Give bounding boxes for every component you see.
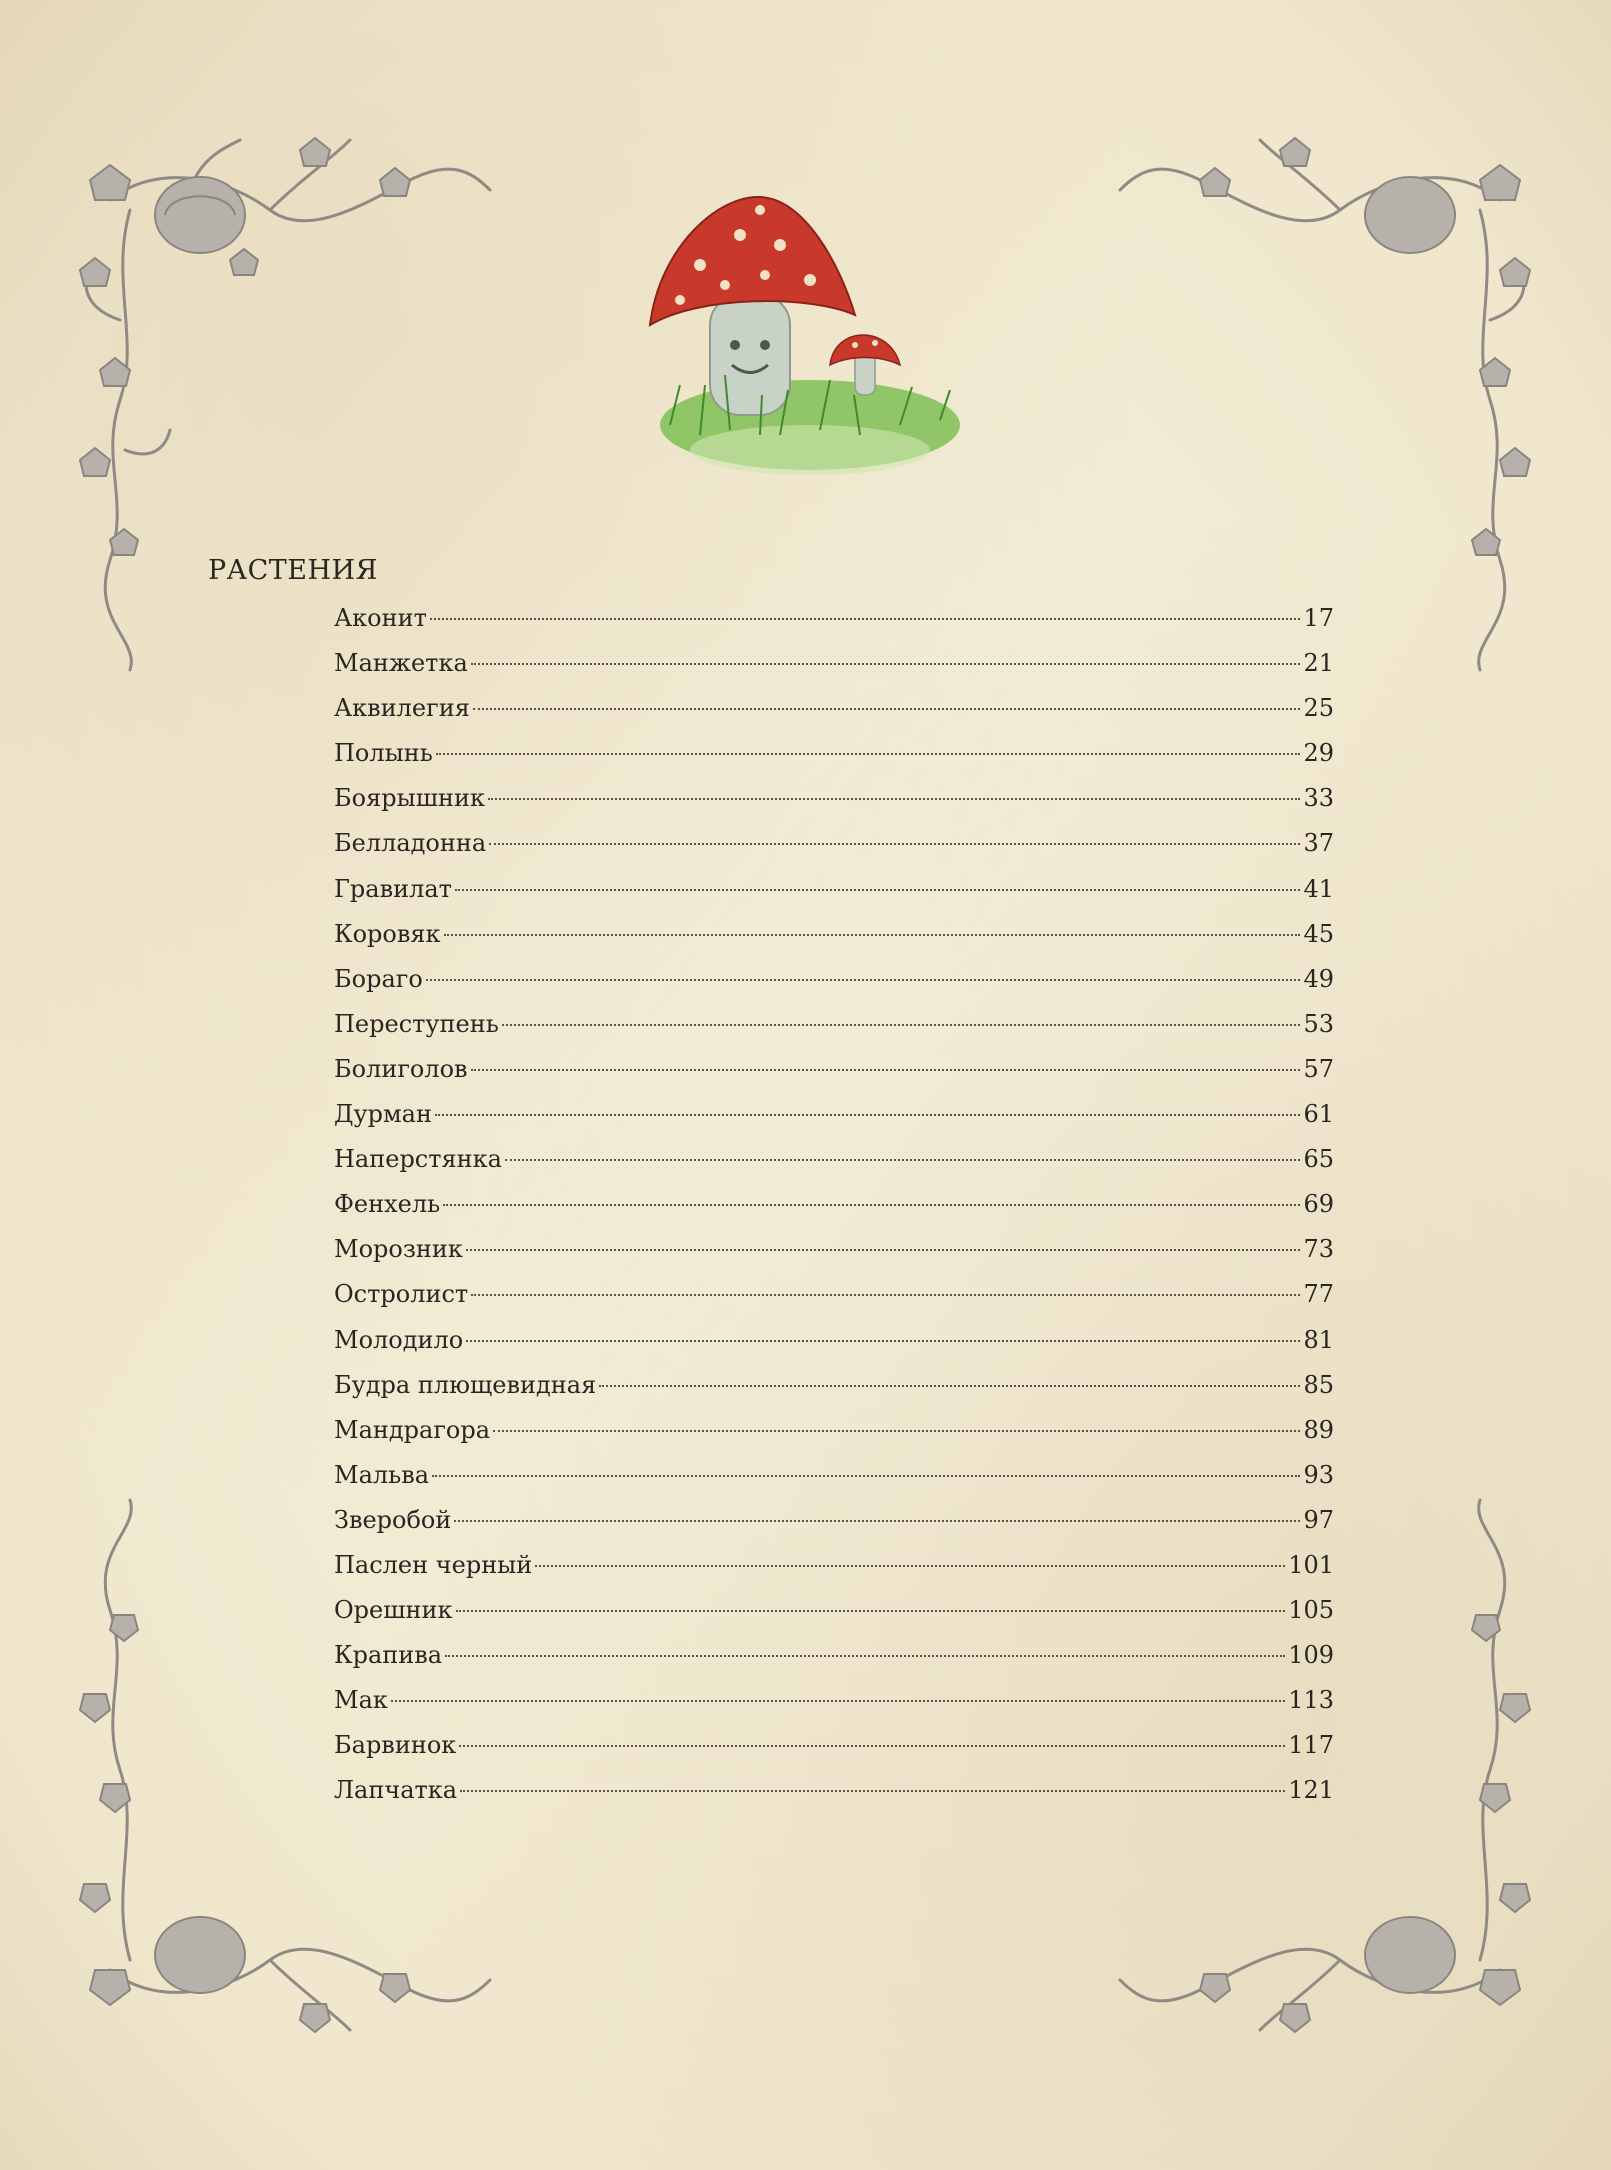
toc-entry[interactable]	[334, 1498, 1334, 1543]
toc-entry[interactable]	[334, 821, 1334, 866]
toc-page-number: 37	[1303, 829, 1334, 858]
toc-entry-title: Будра плющевидная	[334, 1370, 597, 1399]
toc-entry-title: Мандрагора	[334, 1415, 491, 1444]
toc-page-number: 89	[1303, 1415, 1334, 1444]
toc-dot-leader	[493, 1430, 1300, 1432]
toc-dot-leader	[391, 1700, 1285, 1702]
toc-entry-title: Болиголов	[334, 1054, 468, 1083]
toc-page-number: 93	[1303, 1460, 1334, 1489]
toc-dot-leader	[445, 1655, 1285, 1657]
toc-entry-title: Аконит	[334, 604, 427, 632]
toc-entry[interactable]	[334, 1588, 1334, 1633]
toc-entry[interactable]	[334, 912, 1334, 957]
toc-page-number: 105	[1288, 1596, 1334, 1625]
toc-entry[interactable]	[334, 867, 1334, 912]
toc-entry[interactable]	[334, 1678, 1334, 1723]
toc-page-number: 121	[1288, 1776, 1334, 1805]
toc-entry-title: Гравилат	[334, 874, 452, 903]
toc-page-number: 61	[1303, 1100, 1334, 1129]
toc-entry-title: Орешник	[334, 1596, 453, 1625]
toc-dot-leader	[488, 798, 1300, 800]
toc-entry-title: Мак	[334, 1686, 388, 1715]
toc-page-number: 41	[1303, 874, 1334, 903]
toc-page-number: 81	[1303, 1325, 1334, 1354]
toc-dot-leader	[444, 934, 1301, 936]
toc-entry-title: Мальва	[334, 1460, 430, 1489]
toc-dot-leader	[471, 1069, 1301, 1071]
toc-page-number: 29	[1303, 739, 1334, 768]
section-title: РАСТЕНИЯ	[208, 555, 378, 586]
toc-page-number: 49	[1303, 964, 1334, 993]
toc-page-number: 33	[1303, 784, 1334, 813]
toc-entry[interactable]	[334, 1002, 1334, 1047]
toc-page-number: 77	[1303, 1280, 1334, 1309]
toc-dot-leader	[535, 1565, 1285, 1567]
toc-entry[interactable]	[334, 1182, 1334, 1227]
toc-page-number: 117	[1288, 1731, 1334, 1760]
toc-entry[interactable]	[334, 1092, 1334, 1137]
mushroom-illustration-icon	[640, 185, 970, 505]
toc-entry-title: Наперстянка	[334, 1145, 502, 1174]
toc-page-number: 25	[1303, 694, 1334, 723]
toc-entry[interactable]	[334, 1723, 1334, 1768]
toc-dot-leader	[459, 1745, 1285, 1747]
toc-dot-leader	[430, 618, 1301, 620]
toc-dot-leader	[443, 1204, 1300, 1206]
toc-entry-title: Переступень	[334, 1009, 499, 1038]
toc-entry-title: Боярышник	[334, 784, 485, 813]
toc-dot-leader	[460, 1790, 1285, 1792]
toc-entry[interactable]	[334, 1227, 1334, 1272]
toc-entry-title: Паслен черный	[334, 1550, 533, 1579]
toc-entry[interactable]	[334, 957, 1334, 1002]
toc-page-number: 53	[1303, 1009, 1334, 1038]
toc-entry-title: Полынь	[334, 739, 433, 768]
toc-page-number: 113	[1288, 1686, 1334, 1715]
toc-dot-leader	[466, 1249, 1301, 1251]
toc-entry-title: Крапива	[334, 1641, 443, 1670]
toc-dot-leader	[435, 1114, 1300, 1116]
toc-entry-title: Аквилегия	[334, 694, 470, 723]
toc-entry[interactable]	[334, 1453, 1334, 1498]
toc-entry[interactable]	[334, 596, 1334, 641]
toc-dot-leader	[599, 1385, 1300, 1387]
table-of-contents	[334, 596, 1334, 1814]
toc-entry-title: Морозник	[334, 1235, 463, 1264]
toc-entry-title: Коровяк	[334, 919, 441, 948]
toc-dot-leader	[471, 1294, 1300, 1296]
toc-page-number: 101	[1288, 1550, 1334, 1579]
toc-entry-title: Манжетка	[334, 649, 468, 678]
toc-entry-title: Бораго	[334, 964, 423, 993]
toc-entry-title: Дурман	[334, 1100, 432, 1129]
toc-entry-title: Остролист	[334, 1280, 469, 1309]
toc-entry[interactable]	[334, 1543, 1334, 1588]
toc-entry-title: Лапчатка	[334, 1776, 458, 1805]
toc-page-number: 45	[1303, 919, 1334, 948]
toc-page-number: 85	[1303, 1370, 1334, 1399]
toc-entry[interactable]	[334, 1633, 1334, 1678]
toc-entry-title: Зверобой	[334, 1505, 452, 1534]
toc-entry-title: Молодило	[334, 1325, 464, 1354]
toc-page-number: 97	[1303, 1505, 1334, 1534]
toc-entry[interactable]	[334, 776, 1334, 821]
toc-page-number: 21	[1303, 649, 1334, 678]
toc-page-number: 109	[1288, 1641, 1334, 1670]
toc-dot-leader	[454, 1520, 1300, 1522]
toc-dot-leader	[466, 1340, 1300, 1342]
toc-page-number: 17	[1303, 604, 1334, 632]
toc-dot-leader	[432, 1475, 1300, 1477]
toc-page-number: 57	[1303, 1054, 1334, 1083]
toc-dot-leader	[489, 843, 1300, 845]
toc-entry[interactable]	[334, 1363, 1334, 1408]
toc-entry[interactable]	[334, 1047, 1334, 1092]
toc-page-number: 69	[1303, 1190, 1334, 1219]
toc-dot-leader	[471, 663, 1301, 665]
toc-entry-title: Фенхель	[334, 1190, 441, 1219]
toc-entry[interactable]	[334, 1768, 1334, 1813]
toc-dot-leader	[473, 708, 1301, 710]
toc-dot-leader	[455, 889, 1301, 891]
toc-page-number: 73	[1303, 1235, 1334, 1264]
toc-entry-title: Белладонна	[334, 829, 487, 858]
toc-page-number: 65	[1303, 1145, 1334, 1174]
toc-entry[interactable]	[334, 731, 1334, 776]
toc-dot-leader	[456, 1610, 1286, 1612]
toc-dot-leader	[502, 1024, 1301, 1026]
toc-dot-leader	[426, 979, 1301, 981]
toc-entry[interactable]	[334, 1272, 1334, 1317]
toc-entry[interactable]	[334, 641, 1334, 686]
toc-entry[interactable]	[334, 1408, 1334, 1453]
toc-entry[interactable]	[334, 686, 1334, 731]
toc-entry[interactable]	[334, 1137, 1334, 1182]
toc-entry-title: Барвинок	[334, 1731, 457, 1760]
toc-dot-leader	[436, 753, 1301, 755]
toc-entry[interactable]	[334, 1318, 1334, 1363]
toc-dot-leader	[505, 1159, 1300, 1161]
